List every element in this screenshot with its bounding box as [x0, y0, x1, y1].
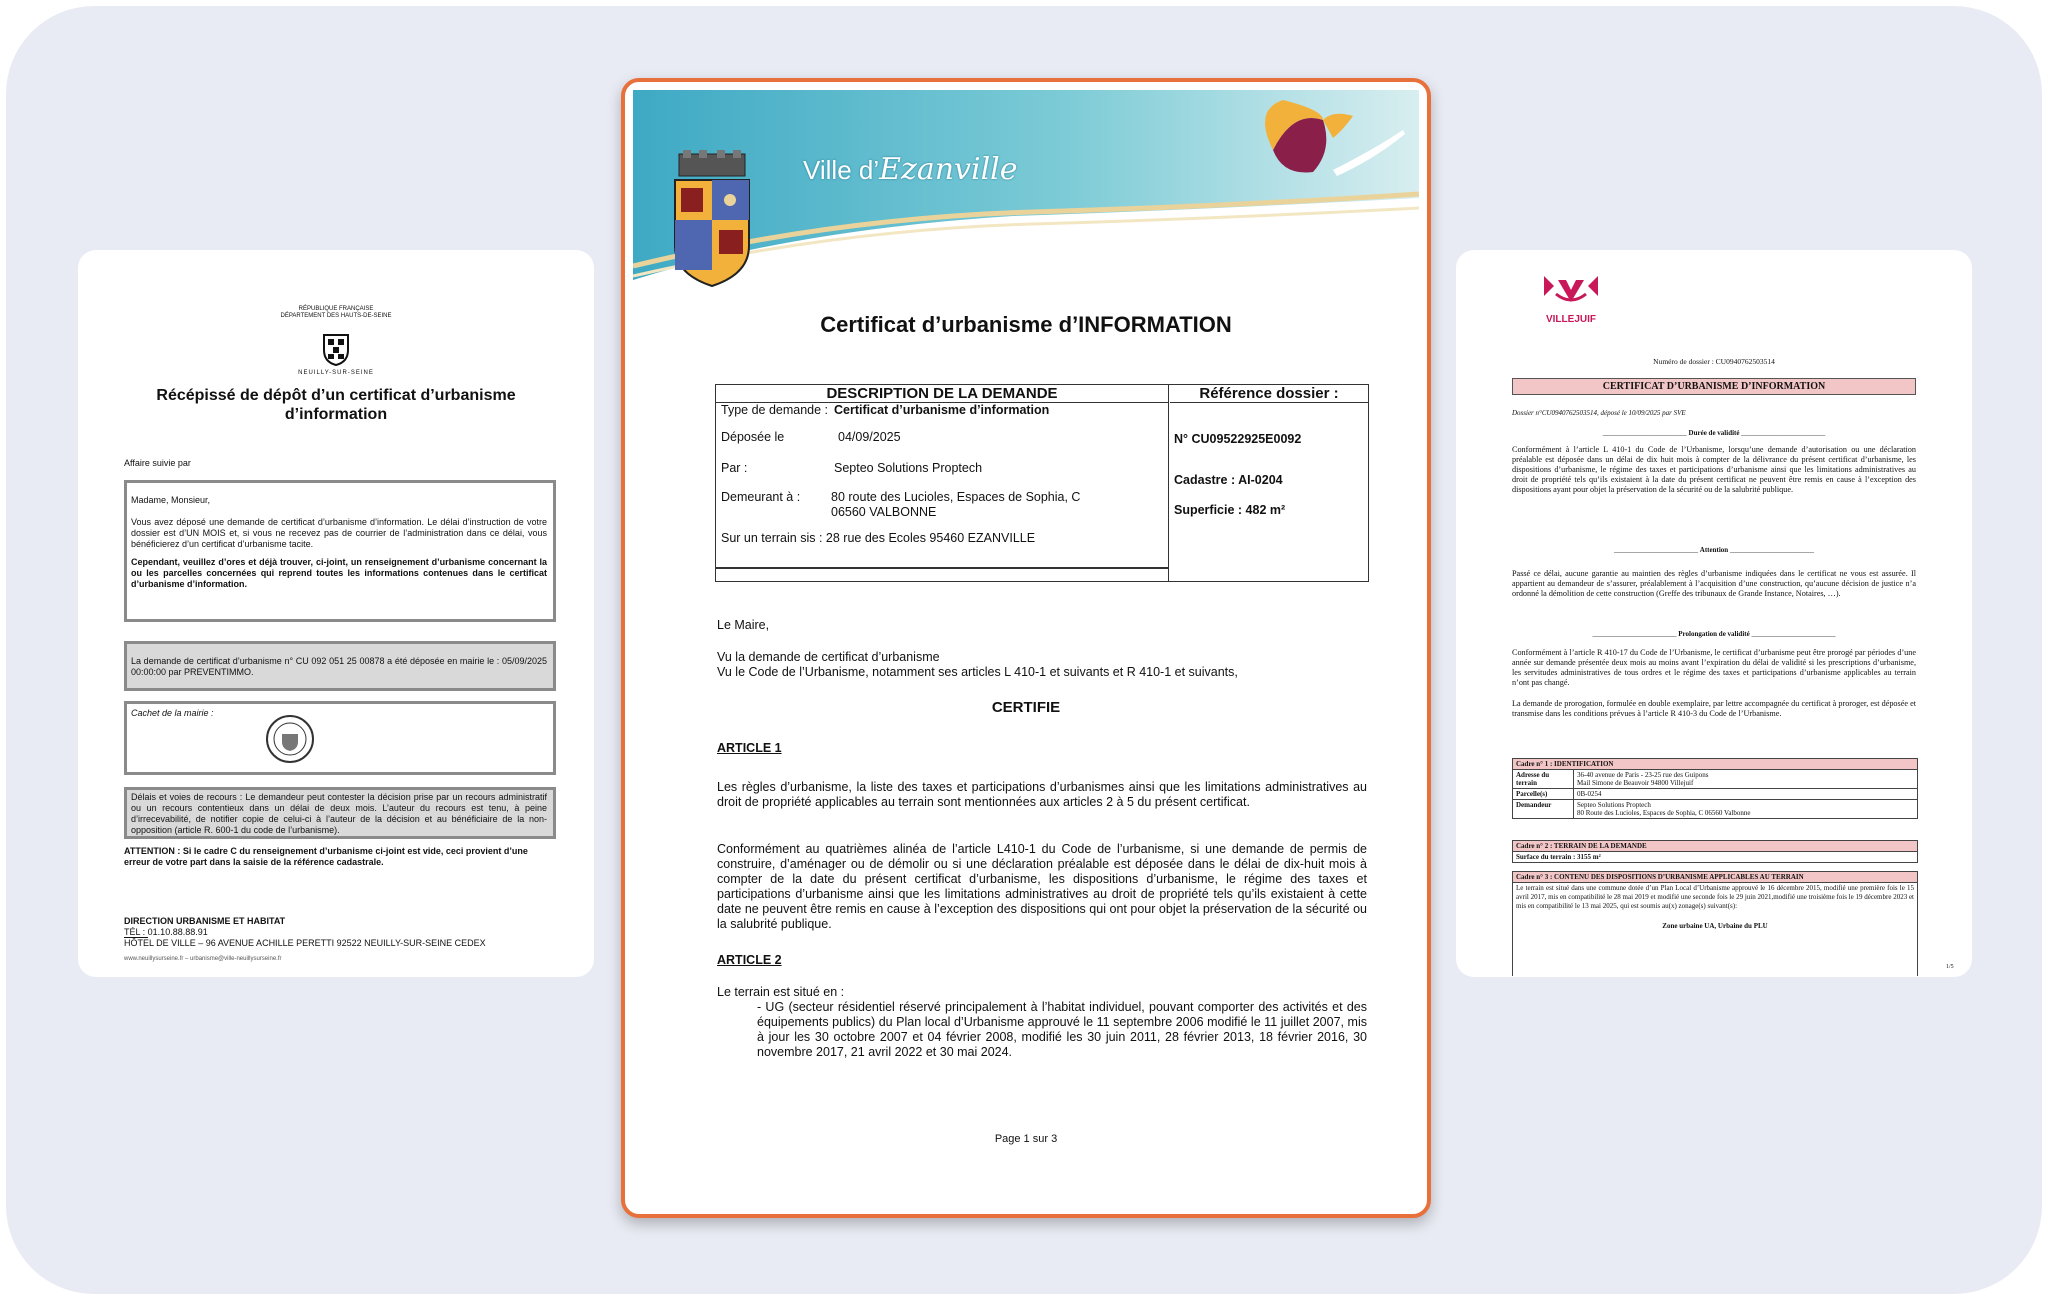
desc-header: DESCRIPTION DE LA DEMANDE	[716, 385, 1169, 403]
prolongation-text: Conformément à l’article R 410-17 du Code de l’Urbanisme, le certificat d’urbanisme peut être prorogé par périodes d’une année sur demande présentée deux mois au moins avant l’expiration du délai de validité si les prescriptions d’urbanisme, les servitudes administratives de tous ordres et le régime des taxes et participations d’urbanisme applicables au terrain n’ont pas changé.	[1512, 648, 1916, 687]
demandeur-value	[1574, 800, 1917, 818]
document-ezanville[interactable]	[621, 78, 1431, 1218]
terrain-address: Sur un terrain sis : 28 rue des Ecoles 95460 EZANVILLE	[721, 531, 1036, 545]
phone: TÉL : 01.10.88.88.91	[124, 927, 208, 937]
ville-prefix: Ville d’	[803, 155, 880, 185]
attention-text: ATTENTION : Si le cadre C du renseignement d’urbanisme ci-joint est vide, ceci provient d’une erreur de votre part dans la saisie de la référence cadastrale.	[124, 846, 528, 867]
demeurant-label: Demeurant à :	[721, 490, 801, 504]
prolongation-heading: Prolongation de validité	[1678, 630, 1750, 638]
coat-of-arms-icon	[321, 332, 351, 366]
cadre-terrain	[1512, 840, 1918, 863]
doc-title: Récépissé de dépôt d’un certificat d’urbanisme d’information	[156, 387, 516, 423]
direction-label: DIRECTION URBANISME ET HABITAT	[124, 916, 286, 926]
document-villejuif[interactable]	[1456, 250, 1972, 977]
greeting: Madame, Monsieur,	[131, 495, 211, 505]
type-label: Type de demande :	[721, 403, 829, 417]
vu-2: Vu le Code de l’Urbanisme, notamment ses articles L 410-1 et suivants et R 410-1 et suivants,	[717, 665, 1238, 679]
header-republique: RÉPUBLIQUE FRANÇAISE	[298, 306, 374, 312]
cadre-dispositions	[1512, 871, 1918, 976]
demeurant-value-2: 06560 VALBONNE	[831, 505, 937, 519]
ref-number: N° CU09522925E0092	[1174, 432, 1302, 446]
parcelle-value: 0B-0254	[1577, 790, 1602, 798]
cadre3-title: Cadre n° 3 : CONTENU DES DISPOSITIONS D’URBANISME APPLICABLES AU TERRAIN	[1513, 872, 1917, 883]
parcelle-key: Parcelle(s)	[1513, 789, 1574, 799]
table-row	[1513, 789, 1917, 800]
letter-box	[124, 480, 556, 622]
par-value: Septeo Solutions Proptech	[834, 461, 983, 475]
table-row	[1513, 770, 1917, 789]
adresse-value-line1: 36-40 avenue de Paris - 23-25 rue des Guipons	[1577, 771, 1709, 779]
prolongation-text2: La demande de prorogation, formulée en double exemplaire, par lettre accompagnée du certificat à proroger, est déposée et transmise dans les conditions prévues à l’article R 410-3 du Code de l’Urbanisme.	[1512, 699, 1916, 718]
dossier-line: Dossier n°CU0940762503514, déposé le 10/09/2025 par SVE	[1512, 409, 1686, 417]
cachet-label: Cachet de la mairie :	[131, 708, 214, 718]
demandeur-key: Demandeur	[1513, 800, 1574, 818]
cachet-box	[124, 701, 556, 775]
section-duree: ________________________ Durée de validité ________________________	[1602, 429, 1826, 437]
cadre-identification	[1512, 758, 1918, 819]
section-prolongation: ________________________ Prolongation de validité ________________________	[1592, 630, 1836, 638]
article-1-para-2: Conformément au quatrièmes alinéa de l’article L410-1 du Code de l’urbanisme, si une demande de permis de construire, d’aménager ou de démolir ou si une déclaration préalable est déposée dans le délai de dix-huit mois à compter de la date du présent certificat d’urbanisme, les dispositions d’urbanisme, le régime des taxes et participations d’urbanisme ainsi que les limitations administratives au droit de propriété tels qu’ils existaient à cette date ne peuvent être remis en cause à l’exception des dispositions qui ont pour objet la préservation de la sécurité ou la salubrité publique.	[717, 842, 1367, 931]
certifie: CERTIFIE	[991, 699, 1061, 716]
ville-logo-text	[803, 152, 1018, 187]
article-2-item: - UG (secteur résidentiel réservé principalement à l’habitat individuel, pouvant comporter des activités et des équipements publics) du Plan local d’Urbanisme approuvé le 11 septembre 2006 modifié le 11 juillet 2007, mis à jour les 30 octobre 2007 et 04 février 2008, modifié les 30 juin 2011, 28 février 2013, 18 février 2016, 30 novembre 2017, 21 avril 2022 et 30 mai 2024.	[757, 1000, 1367, 1059]
surface-value: Surface du terrain : 3155 m²	[1516, 853, 1601, 861]
background-panel	[6, 6, 2042, 1294]
maire: Le Maire,	[717, 618, 770, 632]
dossier-number: Numéro de dossier : CU0940762503514	[1653, 357, 1775, 366]
recours-text: Délais et voies de recours : Le demandeur peut contester la décision prise par un recours administratif ou un recours contentieux dans un délai de deux mois. L’auteur du recours est tenu, à peine d’irrecevabilité, de notifier copie de celui-ci à l’auteur de la décision et au bénéficiaire de la non-opposition (article R. 600-1 du code de l’urbanisme).	[131, 792, 547, 835]
letter-para1: Vous avez déposé une demande de certificat d’urbanisme d’information. Le délai d’instruction de votre dossier est d’UN MOIS et, si vous ne recevez pas de courrier de l’administration dans ce délai, vous bénéficierez d’un certificat d’urbanisme tacite.	[131, 517, 547, 549]
duree-heading: Durée de validité	[1688, 429, 1740, 437]
city-name: NEUILLY-SUR-SEINE	[298, 370, 374, 376]
adresse-key: Adresse du terrain	[1513, 770, 1574, 788]
city-crest-icon	[667, 150, 757, 290]
recours-box	[124, 787, 556, 839]
document-neuilly[interactable]	[78, 250, 594, 977]
letter-para2: Cependant, veuillez d’ores et déjà trouver, ci-joint, un renseignement d’urbanisme concernant la ou les parcelles concernées qui reprend toutes les informations contenues dans le certificat d’urbanisme d’information.	[131, 557, 547, 589]
cadre1-title: Cadre n° 1 : IDENTIFICATION	[1513, 759, 1917, 770]
deposit-box	[124, 641, 556, 691]
ref-header: Référence dossier :	[1170, 385, 1368, 403]
attention-heading: Attention	[1699, 546, 1729, 554]
description-table	[715, 384, 1369, 582]
vu-1: Vu la demande de certificat d’urbanisme	[717, 650, 940, 664]
demandeur-value-line2: 80 Route des Lucioles, Espaces de Sophia, C 06560 Valbonne	[1577, 809, 1751, 817]
article-1: ARTICLE 1	[717, 741, 782, 755]
article-2: ARTICLE 2	[717, 953, 782, 967]
doc-title: Certificat d’urbanisme d’INFORMATION	[820, 312, 1232, 337]
villejuif-logo-icon	[1536, 272, 1606, 314]
depose-label: Déposée le	[721, 430, 785, 444]
par-label: Par :	[721, 461, 748, 475]
zone-text: Zone urbaine UA, Urbaine du PLU	[1662, 922, 1768, 930]
article-1-para-1: Les règles d’urbanisme, la liste des taxes et participations d’urbanismes ainsi que les limitations administratives au droit de propriété applicables au terrain sont mentionnées aux articles 2 à 5 du présent certificat.	[717, 780, 1367, 809]
address: HÔTEL DE VILLE – 96 AVENUE ACHILLE PERETTI 92522 NEUILLY-SUR-SEINE CEDEX	[124, 938, 486, 948]
page-number: 1/5	[1946, 964, 1954, 970]
cadre2-title: Cadre n° 2 : TERRAIN DE LA DEMANDE	[1513, 841, 1917, 852]
depose-value: 04/09/2025	[838, 430, 901, 444]
seal-stamp-icon	[265, 714, 315, 764]
attention-text: Passé ce délai, aucune garantie au maintien des règles d’urbanisme indiquées dans le certificat ne vous est assurée. Il appartient au demandeur de s’assurer, préalablement à l’acquisition d’une construction, qu’aucune décision de justice n’a ordonné la démolition de cette construction (Greffe des tribunaux de Grande Instance, Notaires, …).	[1512, 569, 1916, 598]
adresse-value-line2: Mail Simone de Beauvoir 94800 Villejuif	[1577, 779, 1694, 787]
header-departement: DÉPARTEMENT DES HAUTS-DE-SEINE	[280, 313, 392, 319]
superficie: Superficie : 482 m²	[1174, 503, 1286, 517]
page-number: Page 1 sur 3	[994, 1133, 1058, 1145]
ville-name: Ezanville	[879, 152, 1018, 187]
demandeur-value-line1: Septeo Solutions Proptech	[1577, 801, 1651, 809]
certificate-title-bar: CERTIFICAT D’URBANISME D’INFORMATION	[1512, 378, 1916, 395]
affaire-label: Affaire suivie par	[124, 458, 191, 468]
type-value: Certificat d’urbanisme d’information	[834, 403, 1050, 417]
table-bottom-line	[716, 567, 1168, 569]
city-name: VILLEJUIF	[1545, 314, 1596, 325]
duree-text: Conformément à l’article L 410-1 du Code de l’Urbanisme, lorsqu’une demande d’autorisation ou une déclaration préalable est déposée dans un délai de dix huit mois à compter de la délivrance du présent certificat d’urbanisme, les dispositions d’urbanisme, le régime des taxes et participations d’urbanisme ainsi que les limitations administratives au droit de propriété tels qu’ils existaient à la date du présent certificat ne peuvent être remis en cause à l’exception des dispositions ayant pour objet la préservation de la sécurité ou de la salubrité publique.	[1512, 445, 1916, 494]
cadastre: Cadastre : AI-0204	[1174, 473, 1283, 487]
adresse-value	[1574, 770, 1917, 788]
section-attention: ________________________ Attention ________________________	[1614, 546, 1814, 554]
website: www.neuillysurseine.fr – urbanisme@ville-neuillysurseine.fr	[124, 956, 282, 962]
table-row	[1513, 800, 1917, 818]
deposit-text: La demande de certificat d’urbanisme n° CU 092 051 25 00878 a été déposée en mairie le : 05/09/2025 00:00:00 par PREVENTIMMO.	[131, 656, 547, 677]
article-2-intro: Le terrain est situé en :	[717, 985, 845, 999]
demeurant-value-1: 80 route des Lucioles, Espaces de Sophia, C	[831, 490, 1081, 504]
cadre3-text: Le terrain est situé dans une commune dotée d’un Plan Local d’Urbanisme approuvé le 16 décembre 2015, modifié une première fois le 15 avril 2017, mis en compatibilité le 28 mai 2019 et modifié une seconde fois le 29 juin 2021,modifié une troisième fois le 19 décembre 2023 et mis en compatibilité le 13 mai 2025, qui est soumis au(x) zonage(s) suivant(s):	[1516, 884, 1914, 910]
